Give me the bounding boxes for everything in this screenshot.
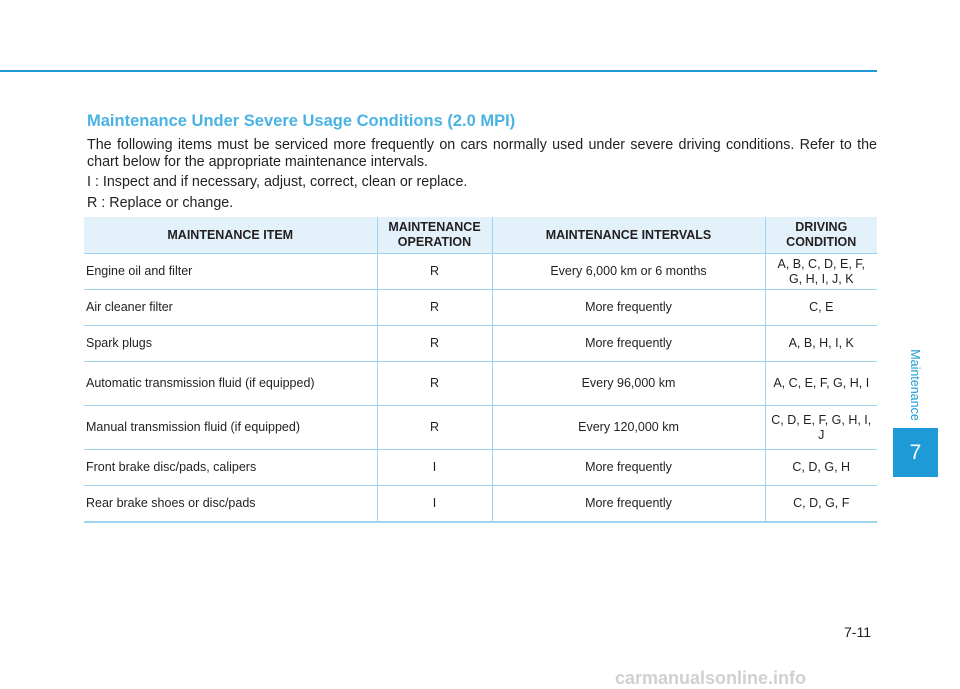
row-interval: Every 6,000 km or 6 months	[492, 254, 765, 290]
row-item: Front brake disc/pads, calipers	[84, 450, 377, 486]
row-interval: Every 120,000 km	[492, 406, 765, 450]
row-operation: R	[377, 362, 492, 406]
row-interval: More frequently	[492, 290, 765, 326]
row-condition: A, C, E, F, G, H, I	[765, 362, 877, 406]
table-row	[84, 326, 877, 362]
row-interval: More frequently	[492, 486, 765, 523]
row-item: Spark plugs	[84, 326, 377, 362]
intro-paragraph: The following items must be serviced more frequently on cars normally used under severe driving conditions. Refer to the chart below for the appropriate maintenance intervals.	[87, 137, 877, 170]
row-item: Rear brake shoes or disc/pads	[84, 486, 377, 523]
table-row	[84, 290, 877, 326]
header-maintenance-item: MAINTENANCE ITEM	[84, 217, 377, 254]
header-driving-condition: DRIVING CONDITION	[765, 217, 877, 254]
table-row	[84, 486, 877, 523]
row-condition: C, D, E, F, G, H, I, J	[765, 406, 877, 450]
row-condition: C, E	[765, 290, 877, 326]
table-row	[84, 254, 877, 290]
table-row	[84, 406, 877, 450]
watermark: carmanualsonline.info	[615, 668, 807, 688]
row-item: Automatic transmission fluid (if equipped)	[84, 362, 377, 406]
row-item: Manual transmission fluid (if equipped)	[84, 406, 377, 450]
table-row	[84, 450, 877, 486]
row-operation: R	[377, 406, 492, 450]
row-interval: More frequently	[492, 326, 765, 362]
legend-replace: R : Replace or change.	[87, 195, 234, 211]
row-condition: A, B, H, I, K	[765, 326, 877, 362]
row-condition: A, B, C, D, E, F, G, H, I, J, K	[765, 254, 877, 290]
chapter-label: Maintenance	[908, 349, 922, 421]
row-operation: R	[377, 290, 492, 326]
maintenance-table	[84, 217, 877, 523]
row-condition: C, D, G, H	[765, 450, 877, 486]
row-interval: More frequently	[492, 450, 765, 486]
chapter-tab: 7	[893, 428, 938, 477]
top-rule	[0, 70, 877, 72]
page-number: 7-11	[844, 624, 871, 640]
row-condition: C, D, G, F	[765, 486, 877, 523]
table-header-row	[84, 217, 877, 254]
row-interval: Every 96,000 km	[492, 362, 765, 406]
header-maintenance-intervals: MAINTENANCE INTERVALS	[492, 217, 765, 254]
table-row	[84, 362, 877, 406]
section-title: Maintenance Under Severe Usage Conditions (2.0 MPI)	[87, 112, 516, 130]
header-maintenance-operation: MAINTENANCE OPERATION	[377, 217, 492, 254]
legend-inspect: I : Inspect and if necessary, adjust, correct, clean or replace.	[87, 174, 468, 190]
row-operation: R	[377, 254, 492, 290]
row-item: Engine oil and filter	[84, 254, 377, 290]
row-operation: R	[377, 326, 492, 362]
row-operation: I	[377, 450, 492, 486]
row-item: Air cleaner filter	[84, 290, 377, 326]
row-operation: I	[377, 486, 492, 523]
